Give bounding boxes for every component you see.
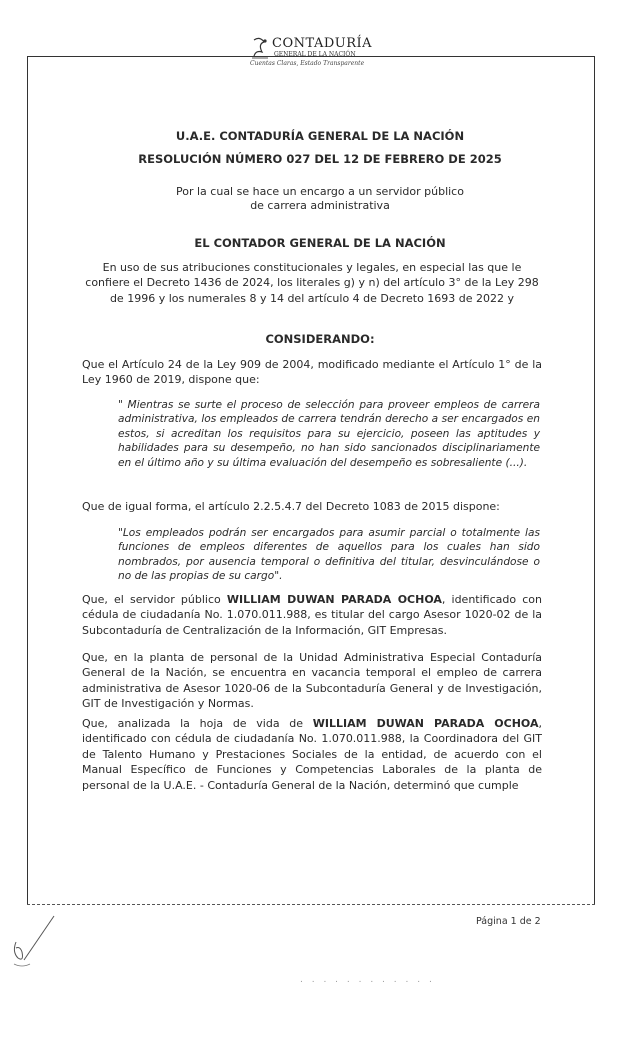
paragraph-3 xyxy=(82,592,542,638)
servant-name-2: WILLIAM DUWAN PARADA OCHOA xyxy=(312,717,539,730)
page-border-right xyxy=(594,56,595,904)
paragraph-3-text-a: Que, el servidor público xyxy=(82,593,227,606)
logo-name: CONTADURÍA xyxy=(272,36,373,51)
servant-name: WILLIAM DUWAN PARADA OCHOA xyxy=(226,593,442,606)
paragraph-1: Que el Artículo 24 de la Ley 909 de 2004, modificado mediante el Artículo 1° de la Ley 1960 de 2019, dispone que: xyxy=(82,358,542,387)
paragraph-5-text-b: , identificado con cédula de ciudadanía No. 1.070.011.988, la Coordinadora del GIT de Talento Humano y Prestaciones Sociales de la entidad, de acuerdo con el Manual Específico de Funciones y Competencias Laborales de la planta de personal de la U.A.E. - Contaduría General de la Nación, determinó que cumple xyxy=(82,717,542,792)
quote-1: " Mientras se surte el proceso de selección para proveer empleos de carrera administrativa, los empleados de carrera tendrán derecho a ser encargados en estos, si acreditan los requisitos para su ejercicio, poseen las aptitudes y habilidades para su desempeño, no han sido sancionados disciplinariamente en el último año y su última evaluación del desempeño es sobresaliente (...). xyxy=(118,399,540,469)
page-border-bottom xyxy=(27,904,595,905)
authority-heading: EL CONTADOR GENERAL DE LA NACIÓN xyxy=(194,236,446,250)
entity-title: U.A.E. CONTADURÍA GENERAL DE LA NACIÓN xyxy=(175,129,465,143)
signature-initials xyxy=(10,912,62,970)
considerando-heading: CONSIDERANDO: xyxy=(265,332,375,346)
quote-2: "Los empleados podrán ser encargados para asumir parcial o totalmente las funciones de empleos diferentes de aquellos para los cuales han sido nombrados, por ausencia temporal o definitiva del titular, desvinculándose o no de las propias de su cargo". xyxy=(118,527,540,583)
logo-emblem-icon xyxy=(250,36,272,62)
paragraph-3-text-b: , identificado con cédula de ciudadanía No. 1.070.011.988, es titular del cargo Asesor 1020-02 de la Subcontaduría de Centralización de la Información, GIT Empresas. xyxy=(82,593,542,637)
page-number: Página 1 de 2 xyxy=(476,916,541,927)
logo-subtitle: GENERAL DE LA NACIÓN xyxy=(274,51,356,58)
logo-tagline: Cuentas Claras, Estado Transparente xyxy=(250,60,365,67)
page-border-left xyxy=(27,56,28,904)
resolution-title: RESOLUCIÓN NÚMERO 027 DEL 12 DE FEBRERO DE 2025 xyxy=(138,152,502,166)
paragraph-2: Que de igual forma, el artículo 2.2.5.4.7 del Decreto 1083 de 2015 dispone: xyxy=(82,500,500,513)
paragraph-4: Que, en la planta de personal de la Unidad Administrativa Especial Contaduría General de la Nación, se encuentra en vacancia temporal el empleo de carrera administrativa de Asesor 1020-06 de la Subcontaduría General y de Investigación, GIT de Investigación y Normas. xyxy=(82,651,542,711)
subject-line-1: Por la cual se hace un encargo a un servidor público xyxy=(176,185,464,198)
paragraph-5 xyxy=(82,716,542,793)
intro-paragraph: En uso de sus atribuciones constitucionales y legales, en especial las que le confiere el Decreto 1436 de 2024, los literales g) y n) del artículo 3° de la Ley 298 de 1996 y los numerales 8 y 14 del artículo 4 de Decreto 1693 de 2022 y xyxy=(85,261,539,305)
scan-artifact: . . . . . . . . . . . . xyxy=(300,975,435,985)
paragraph-5-text-a: Que, analizada la hoja de vida de xyxy=(82,717,313,730)
subject-line-2: de carrera administrativa xyxy=(250,199,390,212)
contaduria-logo xyxy=(250,34,380,70)
